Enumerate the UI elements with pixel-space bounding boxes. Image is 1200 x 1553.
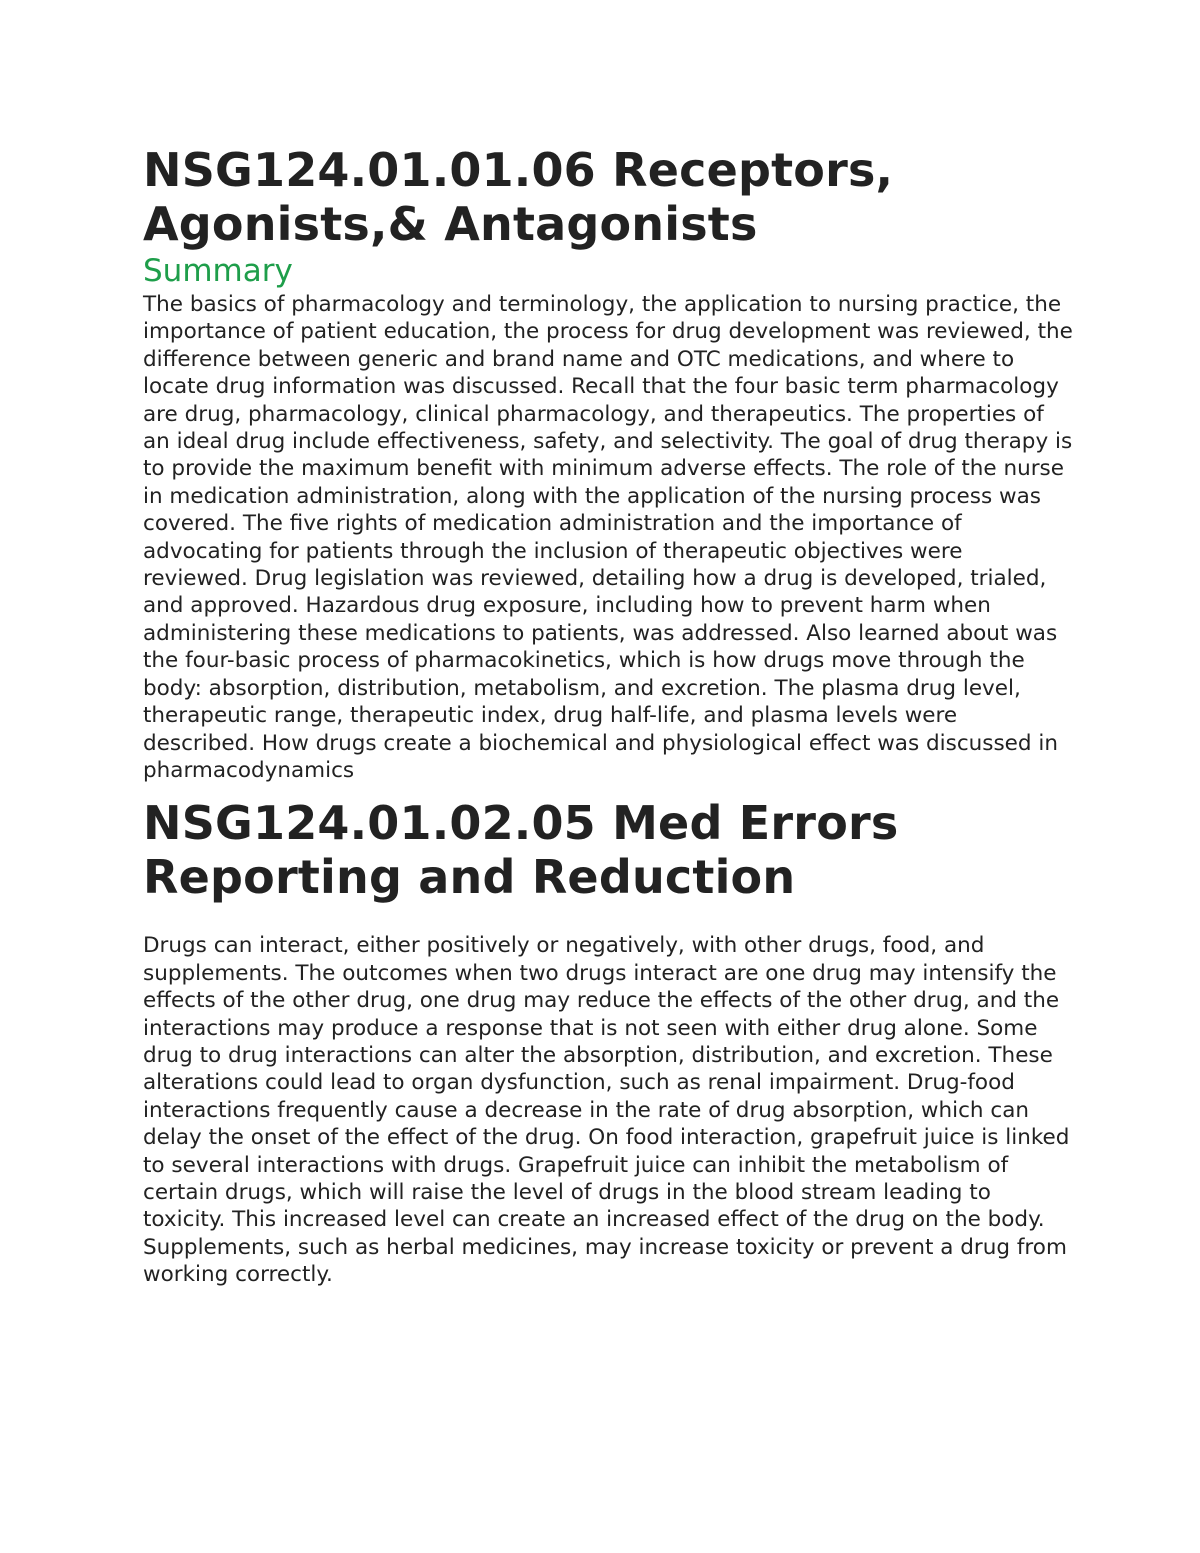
section1-heading: NSG124.01.01.06 Receptors, Agonists,& Antagonists <box>143 143 894 251</box>
section2-body: Drugs can interact, either positively or negatively, with other drugs, food, and supplements. The outcomes when two drugs interact are one drug may intensify the effects of the other drug, one drug may reduce the effects of the other drug, and the interactions may produce a response that is not seen with either drug alone. Some drug to drug interactions can alter the absorption, distribution, and excretion. These alterations could lead to organ dysfunction, such as renal impairment. Drug-food interactions frequently cause a decrease in the rate of drug absorption, which can delay the onset of the effect of the drug. On food interaction, grapefruit juice is linked to several interactions with drugs. Grapefruit juice can inhibit the metabolism of certain drugs, which will raise the level of drugs in the blood stream leading to toxicity. This increased level can create an increased effect of the drug on the body. Supplements, such as herbal medicines, may increase toxicity or prevent a drug from working correctly. <box>143 933 1070 1288</box>
section1-body: The basics of pharmacology and terminology, the application to nursing practice, the importance of patient education, the process for drug development was reviewed, the difference between generic and brand name and OTC medications, and where to locate drug information was discussed. Recall that the four basic term pharmacology are drug, pharmacology, clinical pharmacology, and therapeutics. The properties of an ideal drug include effectiveness, safety, and selectivity. The goal of drug therapy is to provide the maximum benefit with minimum adverse effects. The role of the nurse in medication administration, along with the application of the nursing process was covered. The five rights of medication administration and the importance of advocating for patients through the inclusion of therapeutic objectives were reviewed. Drug legislation was reviewed, detailing how a drug is developed, trialed, and approved. Hazardous drug exposure, including how to prevent harm when administering these medications to patients, was addressed. Also learned about was the four-basic process of pharmacokinetics, which is how drugs move through the body: absorption, distribution, metabolism, and excretion. The plasma drug level, therapeutic range, therapeutic index, drug half-life, and plasma levels were described. How drugs create a biochemical and physiological effect was discussed in pharmacodynamics <box>143 292 1073 783</box>
summary-subheading: Summary <box>143 253 293 289</box>
document-page <box>143 143 1073 1289</box>
section2-heading: NSG124.01.02.05 Med Errors Reporting and Reduction <box>143 796 899 905</box>
